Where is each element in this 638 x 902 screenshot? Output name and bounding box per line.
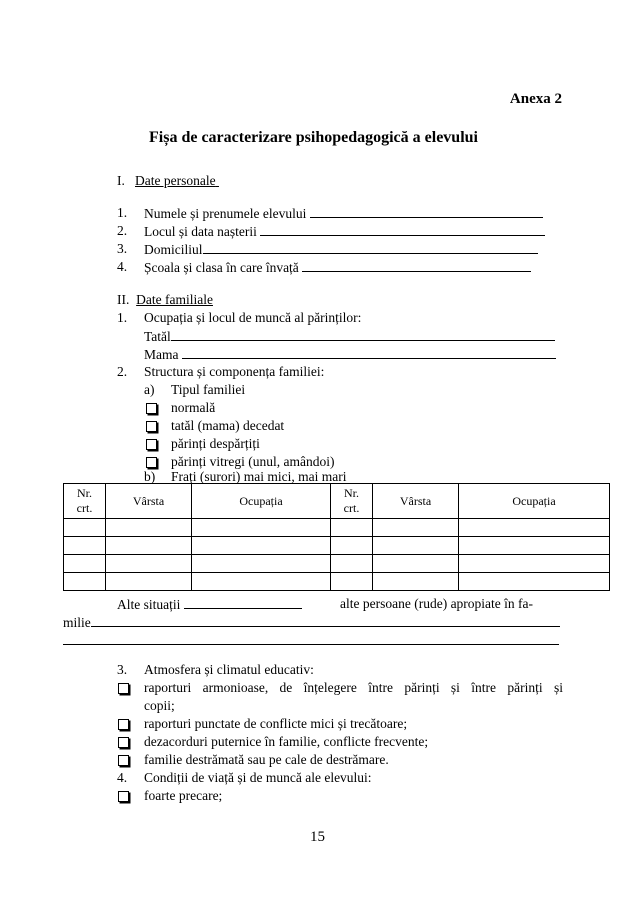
checkbox-icon[interactable] [118, 737, 129, 748]
table-cell[interactable] [373, 555, 459, 573]
other-situations-row: Alte situații [117, 596, 302, 613]
table-row [64, 519, 610, 537]
name-blank[interactable] [310, 205, 543, 218]
personal-item-1: 1. [117, 205, 128, 220]
personal-item-4: 4. [117, 259, 128, 274]
climate-option-2-text: raporturi punctate de conflicte mici și trecătoare; [144, 716, 408, 731]
sub-b-letter: b) [144, 469, 156, 484]
birthplace-blank[interactable] [260, 223, 545, 236]
climate-option-4 [118, 752, 129, 768]
annex-label: Anexa 2 [509, 91, 562, 107]
checkbox-icon[interactable] [146, 403, 157, 414]
climate-option-1-text: raporturi armonioase, de înțelegere între părinți și între părinți și [144, 680, 563, 695]
school-blank[interactable] [302, 259, 531, 272]
checkbox-icon[interactable] [146, 457, 157, 468]
checkbox-icon[interactable] [118, 683, 129, 694]
climate-option-2 [118, 716, 129, 732]
checkbox-icon[interactable] [146, 439, 157, 450]
other-situations-blank[interactable] [184, 596, 302, 609]
living-option-1-text: foarte precare; [144, 788, 223, 803]
sub-b-label: Frați (surori) mai mici, mai mari [171, 469, 347, 484]
checkbox-icon[interactable] [118, 755, 129, 766]
climate-option-3 [118, 734, 129, 750]
table-cell[interactable] [106, 519, 192, 537]
living-option-1 [118, 788, 129, 804]
family-type-deceased: tatăl (mama) decedat [146, 418, 157, 434]
header-varsta: Vârsta [106, 484, 192, 519]
table-cell[interactable] [373, 519, 459, 537]
section2-heading: II. Date familiale [117, 292, 213, 307]
table-cell[interactable] [373, 537, 459, 555]
address-blank[interactable] [203, 241, 538, 254]
section4-label: Condiții de viață și de muncă ale elevului: [144, 770, 372, 785]
siblings-table [63, 483, 610, 591]
header-nr-crt: Nr. crt. [64, 484, 106, 519]
table-cell[interactable] [192, 573, 331, 591]
table-cell[interactable] [459, 537, 610, 555]
climate-option-4-text: familie destrămată sau pe cale de destrămare. [144, 752, 389, 767]
table-cell[interactable] [331, 537, 373, 555]
climate-option-1 [118, 680, 129, 696]
header-varsta-2: Vârsta [373, 484, 459, 519]
table-cell[interactable] [192, 519, 331, 537]
table-header-row [64, 484, 610, 519]
table-cell[interactable] [64, 555, 106, 573]
mother-blank[interactable] [182, 346, 556, 359]
mother-row: Mama [144, 346, 556, 363]
climate-option-1-text-2: copii; [144, 698, 175, 713]
section4-num: 4. [117, 770, 128, 785]
table-cell[interactable] [106, 555, 192, 573]
personal-item-1-row: Numele și prenumele elevului [144, 205, 543, 222]
table-cell[interactable] [459, 519, 610, 537]
page-title: Fișa de caracterizare psihopedagogică a elevului [149, 129, 478, 146]
father-row: Tatăl [144, 328, 555, 345]
table-cell[interactable] [106, 573, 192, 591]
family-item-2-num: 2. [117, 364, 128, 379]
table-cell[interactable] [459, 555, 610, 573]
table-row [64, 555, 610, 573]
table-cell[interactable] [192, 555, 331, 573]
family-item-2-label: Structura și componența familiei: [144, 364, 325, 379]
table-cell[interactable] [373, 573, 459, 591]
family-item-1-label: Ocupația și locul de muncă al părinților: [144, 310, 362, 325]
table-cell[interactable] [64, 573, 106, 591]
sub-a-label: Tipul familiei [171, 382, 246, 397]
table-cell[interactable] [459, 573, 610, 591]
table-cell[interactable] [64, 519, 106, 537]
family-blank[interactable] [91, 614, 560, 627]
section3-num: 3. [117, 662, 128, 677]
climate-option-3-text: dezacorduri puternice în familie, conflicte frecvente; [144, 734, 429, 749]
family-item-1-num: 1. [117, 310, 128, 325]
personal-item-4-row: Școala și clasa în care învață [144, 259, 531, 276]
table-cell[interactable] [331, 555, 373, 573]
header-nr-crt-2: Nr. crt. [331, 484, 373, 519]
section1-heading: I. Date personale [117, 173, 216, 188]
table-row [64, 573, 610, 591]
personal-item-3-row: Domiciliul [144, 241, 538, 258]
extra-line-row [63, 632, 559, 649]
table-cell[interactable] [331, 519, 373, 537]
family-row: milie [63, 614, 560, 631]
checkbox-icon[interactable] [118, 719, 129, 730]
section3-label: Atmosfera și climatul educativ: [144, 662, 314, 677]
table-cell[interactable] [64, 537, 106, 555]
personal-item-3: 3. [117, 241, 128, 256]
sub-a-letter: a) [144, 382, 155, 397]
other-persons-text: alte persoane (rude) apropiate în fa- [340, 596, 534, 611]
table-row [64, 537, 610, 555]
family-type-normal: normală [146, 400, 157, 416]
table-cell[interactable] [192, 537, 331, 555]
checkbox-icon[interactable] [118, 791, 129, 802]
header-ocupatia-2: Ocupația [459, 484, 610, 519]
header-ocupatia: Ocupația [192, 484, 331, 519]
table-cell[interactable] [106, 537, 192, 555]
family-type-separated: părinți despărțiți [146, 436, 157, 452]
table-cell[interactable] [331, 573, 373, 591]
personal-item-2-row: Locul și data nașterii [144, 223, 545, 240]
page-number: 15 [310, 829, 325, 845]
personal-item-2: 2. [117, 223, 128, 238]
father-blank[interactable] [171, 328, 555, 341]
extra-blank[interactable] [63, 632, 559, 645]
checkbox-icon[interactable] [146, 421, 157, 432]
family-type-step: părinți vitregi (unul, amândoi) [146, 454, 157, 470]
